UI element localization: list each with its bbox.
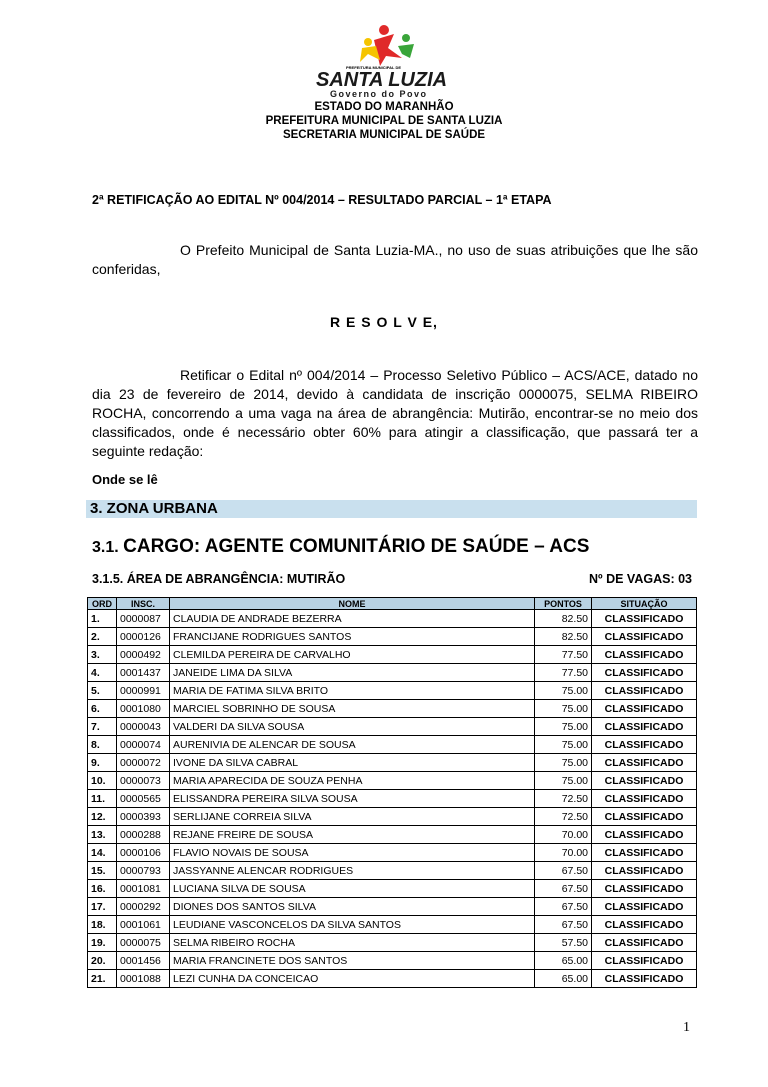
cell-insc: 0001088 [117, 970, 170, 988]
cell-ord: 17. [88, 898, 117, 916]
cell-nome: LEZI CUNHA DA CONCEICAO [170, 970, 535, 988]
table-row [88, 772, 697, 790]
resolve-heading: R E S O L V E, [330, 314, 438, 330]
cell-ord: 7. [88, 718, 117, 736]
cell-insc: 0001437 [117, 664, 170, 682]
vagas-count: Nº DE VAGAS: 03 [589, 572, 692, 586]
cell-nome: FRANCIJANE RODRIGUES SANTOS [170, 628, 535, 646]
cell-pts: 67.50 [535, 862, 592, 880]
cell-ord: 2. [88, 628, 117, 646]
cell-nome: DIONES DOS SANTOS SILVA [170, 898, 535, 916]
cell-sit: CLASSIFICADO [592, 736, 697, 754]
cell-sit: CLASSIFICADO [592, 934, 697, 952]
table-row [88, 664, 697, 682]
cell-nome: MARCIEL SOBRINHO DE SOUSA [170, 700, 535, 718]
cell-nome: REJANE FREIRE DE SOUSA [170, 826, 535, 844]
cell-ord: 15. [88, 862, 117, 880]
page-number: 1 [683, 1020, 690, 1035]
cell-nome: CLEMILDA PEREIRA DE CARVALHO [170, 646, 535, 664]
cell-ord: 6. [88, 700, 117, 718]
document-title: 2ª RETIFICAÇÃO AO EDITAL Nº 004/2014 – RESULTADO PARCIAL – 1ª ETAPA [92, 193, 552, 207]
cell-pts: 82.50 [535, 610, 592, 628]
cell-ord: 3. [88, 646, 117, 664]
table-row [88, 844, 697, 862]
cell-sit: CLASSIFICADO [592, 862, 697, 880]
body-paragraph [92, 366, 698, 461]
cell-ord: 5. [88, 682, 117, 700]
cell-sit: CLASSIFICADO [592, 610, 697, 628]
header-prefeitura: PREFEITURA MUNICIPAL DE SANTA LUZIA [265, 115, 503, 127]
cell-ord: 14. [88, 844, 117, 862]
cell-insc: 0000075 [117, 934, 170, 952]
logo-prefix-text: PREFEITURA MUNICIPAL DE [346, 65, 402, 70]
cell-sit: CLASSIFICADO [592, 952, 697, 970]
cell-pts: 67.50 [535, 898, 592, 916]
cell-ord: 4. [88, 664, 117, 682]
cell-nome: JANEIDE LIMA DA SILVA [170, 664, 535, 682]
col-insc: INSC. [117, 598, 170, 610]
cell-pts: 75.00 [535, 682, 592, 700]
cell-insc: 0000043 [117, 718, 170, 736]
cell-nome: IVONE DA SILVA CABRAL [170, 754, 535, 772]
cell-sit: CLASSIFICADO [592, 754, 697, 772]
cell-ord: 20. [88, 952, 117, 970]
cell-insc: 0000565 [117, 790, 170, 808]
cell-pts: 82.50 [535, 628, 592, 646]
zona-title: 3. ZONA URBANA [90, 500, 218, 517]
cell-ord: 9. [88, 754, 117, 772]
table-row [88, 898, 697, 916]
table-row [88, 700, 697, 718]
cell-ord: 19. [88, 934, 117, 952]
cell-ord: 12. [88, 808, 117, 826]
cell-pts: 72.50 [535, 790, 592, 808]
cell-nome: FLAVIO NOVAIS DE SOUSA [170, 844, 535, 862]
logo-slogan-text: Governo do Povo [330, 89, 428, 99]
cell-pts: 65.00 [535, 952, 592, 970]
cell-ord: 16. [88, 880, 117, 898]
cell-pts: 70.00 [535, 844, 592, 862]
cell-sit: CLASSIFICADO [592, 628, 697, 646]
col-ord: ORD [88, 598, 117, 610]
cell-sit: CLASSIFICADO [592, 682, 697, 700]
cell-ord: 1. [88, 610, 117, 628]
header-secretaria: SECRETARIA MUNICIPAL DE SAÚDE [282, 129, 486, 141]
cell-insc: 0001080 [117, 700, 170, 718]
cell-sit: CLASSIFICADO [592, 790, 697, 808]
logo-emblem-icon [316, 18, 484, 102]
cell-pts: 75.00 [535, 736, 592, 754]
table-header-row [88, 598, 697, 610]
cell-insc: 0001061 [117, 916, 170, 934]
cell-pts: 75.00 [535, 700, 592, 718]
area-heading: 3.1.5. ÁREA DE ABRANGÊNCIA: MUTIRÃO [92, 572, 346, 586]
table-row [88, 646, 697, 664]
body-text: Retificar o Edital nº 004/2014 – Processo Seletivo Público – ACS/ACE, datado no dia 23 de fevereiro de 2014, devido à candidata de inscrição 0000075, SELMA RIBEIRO ROCHA, concorrendo a uma vaga na área de abrangência: Mutirão, encontrar-se no meio dos classificados, onde é necessário obter 60% para atingir a classificação, que passará ter a seguinte redação: [92, 367, 698, 459]
cargo-number: 3.1. [92, 539, 119, 556]
cell-ord: 11. [88, 790, 117, 808]
cell-pts: 75.00 [535, 718, 592, 736]
results-table [87, 597, 697, 988]
cell-insc: 0000292 [117, 898, 170, 916]
cell-ord: 13. [88, 826, 117, 844]
table-row [88, 682, 697, 700]
cell-nome: MARIA APARECIDA DE SOUZA PENHA [170, 772, 535, 790]
col-pontos: PONTOS [535, 598, 592, 610]
table-row [88, 970, 697, 988]
table-row [88, 610, 697, 628]
cell-ord: 10. [88, 772, 117, 790]
col-nome: NOME [170, 598, 535, 610]
cell-pts: 65.00 [535, 970, 592, 988]
cell-sit: CLASSIFICADO [592, 664, 697, 682]
cell-nome: MARIA DE FATIMA SILVA BRITO [170, 682, 535, 700]
cell-pts: 67.50 [535, 916, 592, 934]
table-row [88, 736, 697, 754]
cell-nome: JASSYANNE ALENCAR RODRIGUES [170, 862, 535, 880]
table-row [88, 862, 697, 880]
cell-nome: VALDERI DA SILVA SOUSA [170, 718, 535, 736]
cell-insc: 0000492 [117, 646, 170, 664]
cargo-title: CARGO: AGENTE COMUNITÁRIO DE SAÚDE – ACS [123, 536, 590, 557]
cell-pts: 67.50 [535, 880, 592, 898]
table-row [88, 790, 697, 808]
cell-sit: CLASSIFICADO [592, 970, 697, 988]
table-row [88, 628, 697, 646]
table-row [88, 952, 697, 970]
cell-insc: 0000288 [117, 826, 170, 844]
cell-sit: CLASSIFICADO [592, 646, 697, 664]
cell-sit: CLASSIFICADO [592, 718, 697, 736]
cargo-heading [92, 536, 589, 558]
cell-sit: CLASSIFICADO [592, 898, 697, 916]
cell-pts: 70.00 [535, 826, 592, 844]
cell-nome: LEUDIANE VASCONCELOS DA SILVA SANTOS [170, 916, 535, 934]
cell-nome: CLAUDIA DE ANDRADE BEZERRA [170, 610, 535, 628]
cell-pts: 57.50 [535, 934, 592, 952]
cell-nome: MARIA FRANCINETE DOS SANTOS [170, 952, 535, 970]
table-row [88, 718, 697, 736]
cell-ord: 21. [88, 970, 117, 988]
cell-ord: 8. [88, 736, 117, 754]
intro-text: O Prefeito Municipal de Santa Luzia-MA., no uso de suas atribuições que lhe são conferidas, [92, 242, 698, 277]
cell-pts: 77.50 [535, 664, 592, 682]
cell-nome: LUCIANA SILVA DE SOUSA [170, 880, 535, 898]
cell-sit: CLASSIFICADO [592, 808, 697, 826]
cell-insc: 0000126 [117, 628, 170, 646]
cell-insc: 0000106 [117, 844, 170, 862]
onde-se-le-label: Onde se lê [92, 472, 158, 487]
cell-insc: 0000991 [117, 682, 170, 700]
logo-brand-text: SANTA LUZIA [316, 69, 448, 91]
cell-insc: 0000087 [117, 610, 170, 628]
table-body [88, 610, 697, 988]
table-row [88, 916, 697, 934]
cell-sit: CLASSIFICADO [592, 880, 697, 898]
table-row [88, 808, 697, 826]
cell-sit: CLASSIFICADO [592, 772, 697, 790]
table-row [88, 880, 697, 898]
cell-sit: CLASSIFICADO [592, 844, 697, 862]
cell-insc: 0000393 [117, 808, 170, 826]
cell-pts: 75.00 [535, 754, 592, 772]
cell-ord: 18. [88, 916, 117, 934]
cell-sit: CLASSIFICADO [592, 826, 697, 844]
cell-insc: 0000793 [117, 862, 170, 880]
cell-nome: ELISSANDRA PEREIRA SILVA SOUSA [170, 790, 535, 808]
table-row [88, 826, 697, 844]
cell-nome: SERLIJANE CORREIA SILVA [170, 808, 535, 826]
col-situacao: SITUAÇÃO [592, 598, 697, 610]
cell-pts: 72.50 [535, 808, 592, 826]
cell-sit: CLASSIFICADO [592, 916, 697, 934]
cell-insc: 0001456 [117, 952, 170, 970]
cell-nome: SELMA RIBEIRO ROCHA [170, 934, 535, 952]
zona-section-bar [86, 500, 697, 518]
municipal-logo [316, 18, 484, 102]
cell-pts: 75.00 [535, 772, 592, 790]
cell-nome: AURENIVIA DE ALENCAR DE SOUSA [170, 736, 535, 754]
intro-paragraph [92, 241, 698, 279]
table-row [88, 934, 697, 952]
header-state: ESTADO DO MARANHÃO [314, 101, 454, 113]
cell-insc: 0001081 [117, 880, 170, 898]
cell-insc: 0000073 [117, 772, 170, 790]
cell-sit: CLASSIFICADO [592, 700, 697, 718]
cell-insc: 0000072 [117, 754, 170, 772]
cell-insc: 0000074 [117, 736, 170, 754]
cell-pts: 77.50 [535, 646, 592, 664]
table-row [88, 754, 697, 772]
